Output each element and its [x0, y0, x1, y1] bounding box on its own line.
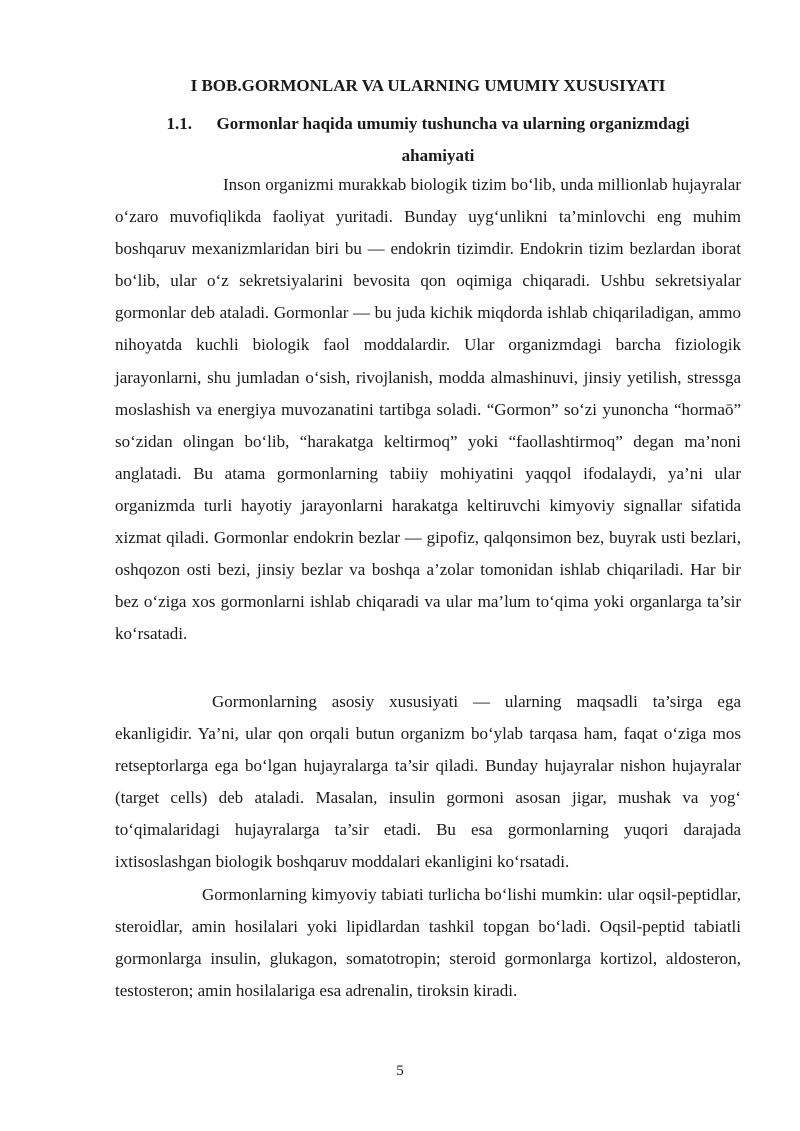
section-number: 1.1.	[166, 114, 193, 133]
body-paragraph-2: Gormonlarning asosiy xususiyati — ularning maqsadli ta’sirga ega ekanligidir. Ya’ni, ular qon orqali butun organizm bo‘ylab tarqasa ham, faqat o‘ziga mos retseptorlarga ega bo‘lgan hujayralarga ta’sir qiladi. Bunday hujayralar nishon hujayralar (target cells) deb ataladi. Masalan, insulin gormoni asosan jigar, mushak va yog‘ to‘qimalaridagi hujayralarga ta’sir etadi. Bu esa gormonlarning yuqori darajada ixtisoslashgan biologik boshqaruv moddalari ekanligini ko‘rsatadi.	[115, 692, 741, 872]
body-paragraph-3: Gormonlarning kimyoviy tabiati turlicha bo‘lishi mumkin: ular oqsil-peptidlar, steroidlar, amin hosilalari yoki lipidlardan tashkil topgan bo‘ladi. Oqsil-peptid tabiatli gormonlarga insulin, glukagon, somatotropin; steroid gormonlarga kortizol, aldosteron, testosteron; amin hosilalariga esa adrenalin, tiroksin kiradi.	[115, 885, 741, 1001]
chapter-title: I BOB.GORMONLAR VA ULARNING UMUMIY XUSUSIYATI	[190, 76, 666, 95]
section-heading-line1	[115, 108, 741, 140]
section-title-line2: ahamiyati	[401, 146, 475, 165]
page-number: 5	[396, 1063, 404, 1079]
body-paragraph-1: Inson organizmi murakkab biologik tizim bo‘lib, unda millionlab hujayralar o‘zaro muvofiqlikda faoliyat yuritadi. Bunday uyg‘unlikni ta’minlovchi eng muhim boshqaruv mexanizmlaridan biri bu — endokrin tizimdir. Endokrin tizim bezlardan iborat bo‘lib, ular o‘z sekretsiyalarini bevosita qon oqimiga chiqaradi. Ushbu sekretsiyalar gormonlar deb ataladi. Gormonlar — bu juda kichik miqdorda ishlab chiqariladigan, ammo nihoyatda kuchli biologik faol moddalardir. Ular organizmdagi barcha fiziologik jarayonlarni, shu jumladan o‘sish, rivojlanish, modda almashinuvi, jinsiy yetilish, stressga moslashish va energiya muvozanatini tartibga soladi. “Gormon” so‘zi yunoncha “hormaō” so‘zidan olingan bo‘lib, “harakatga keltirmoq” yoki “faollashtirmoq” degan ma’noni anglatadi. Bu atama gormonlarning tabiiy mohiyatini yaqqol ifodalaydi, ya’ni ular organizmda turli hayotiy jarayonlarni harakatga keltiruvchi kimyoviy signallar sifatida xizmat qiladi. Gormonlar endokrin bezlar — gipofiz, qalqonsimon bez, buyrak usti bezlari, oshqozon osti bezi, jinsiy bezlar va boshqa a’zolar tomonidan ishlab chiqariladi. Har bir bez o‘ziga xos gormonlarni ishlab chiqaradi va ular ma’lum to‘qima yoki organlarga ta’sir ko‘rsatadi.	[115, 175, 741, 644]
section-title-line1: Gormonlar haqida umumiy tushuncha va ularning organizmdagi	[216, 114, 690, 133]
section-heading	[115, 108, 741, 172]
